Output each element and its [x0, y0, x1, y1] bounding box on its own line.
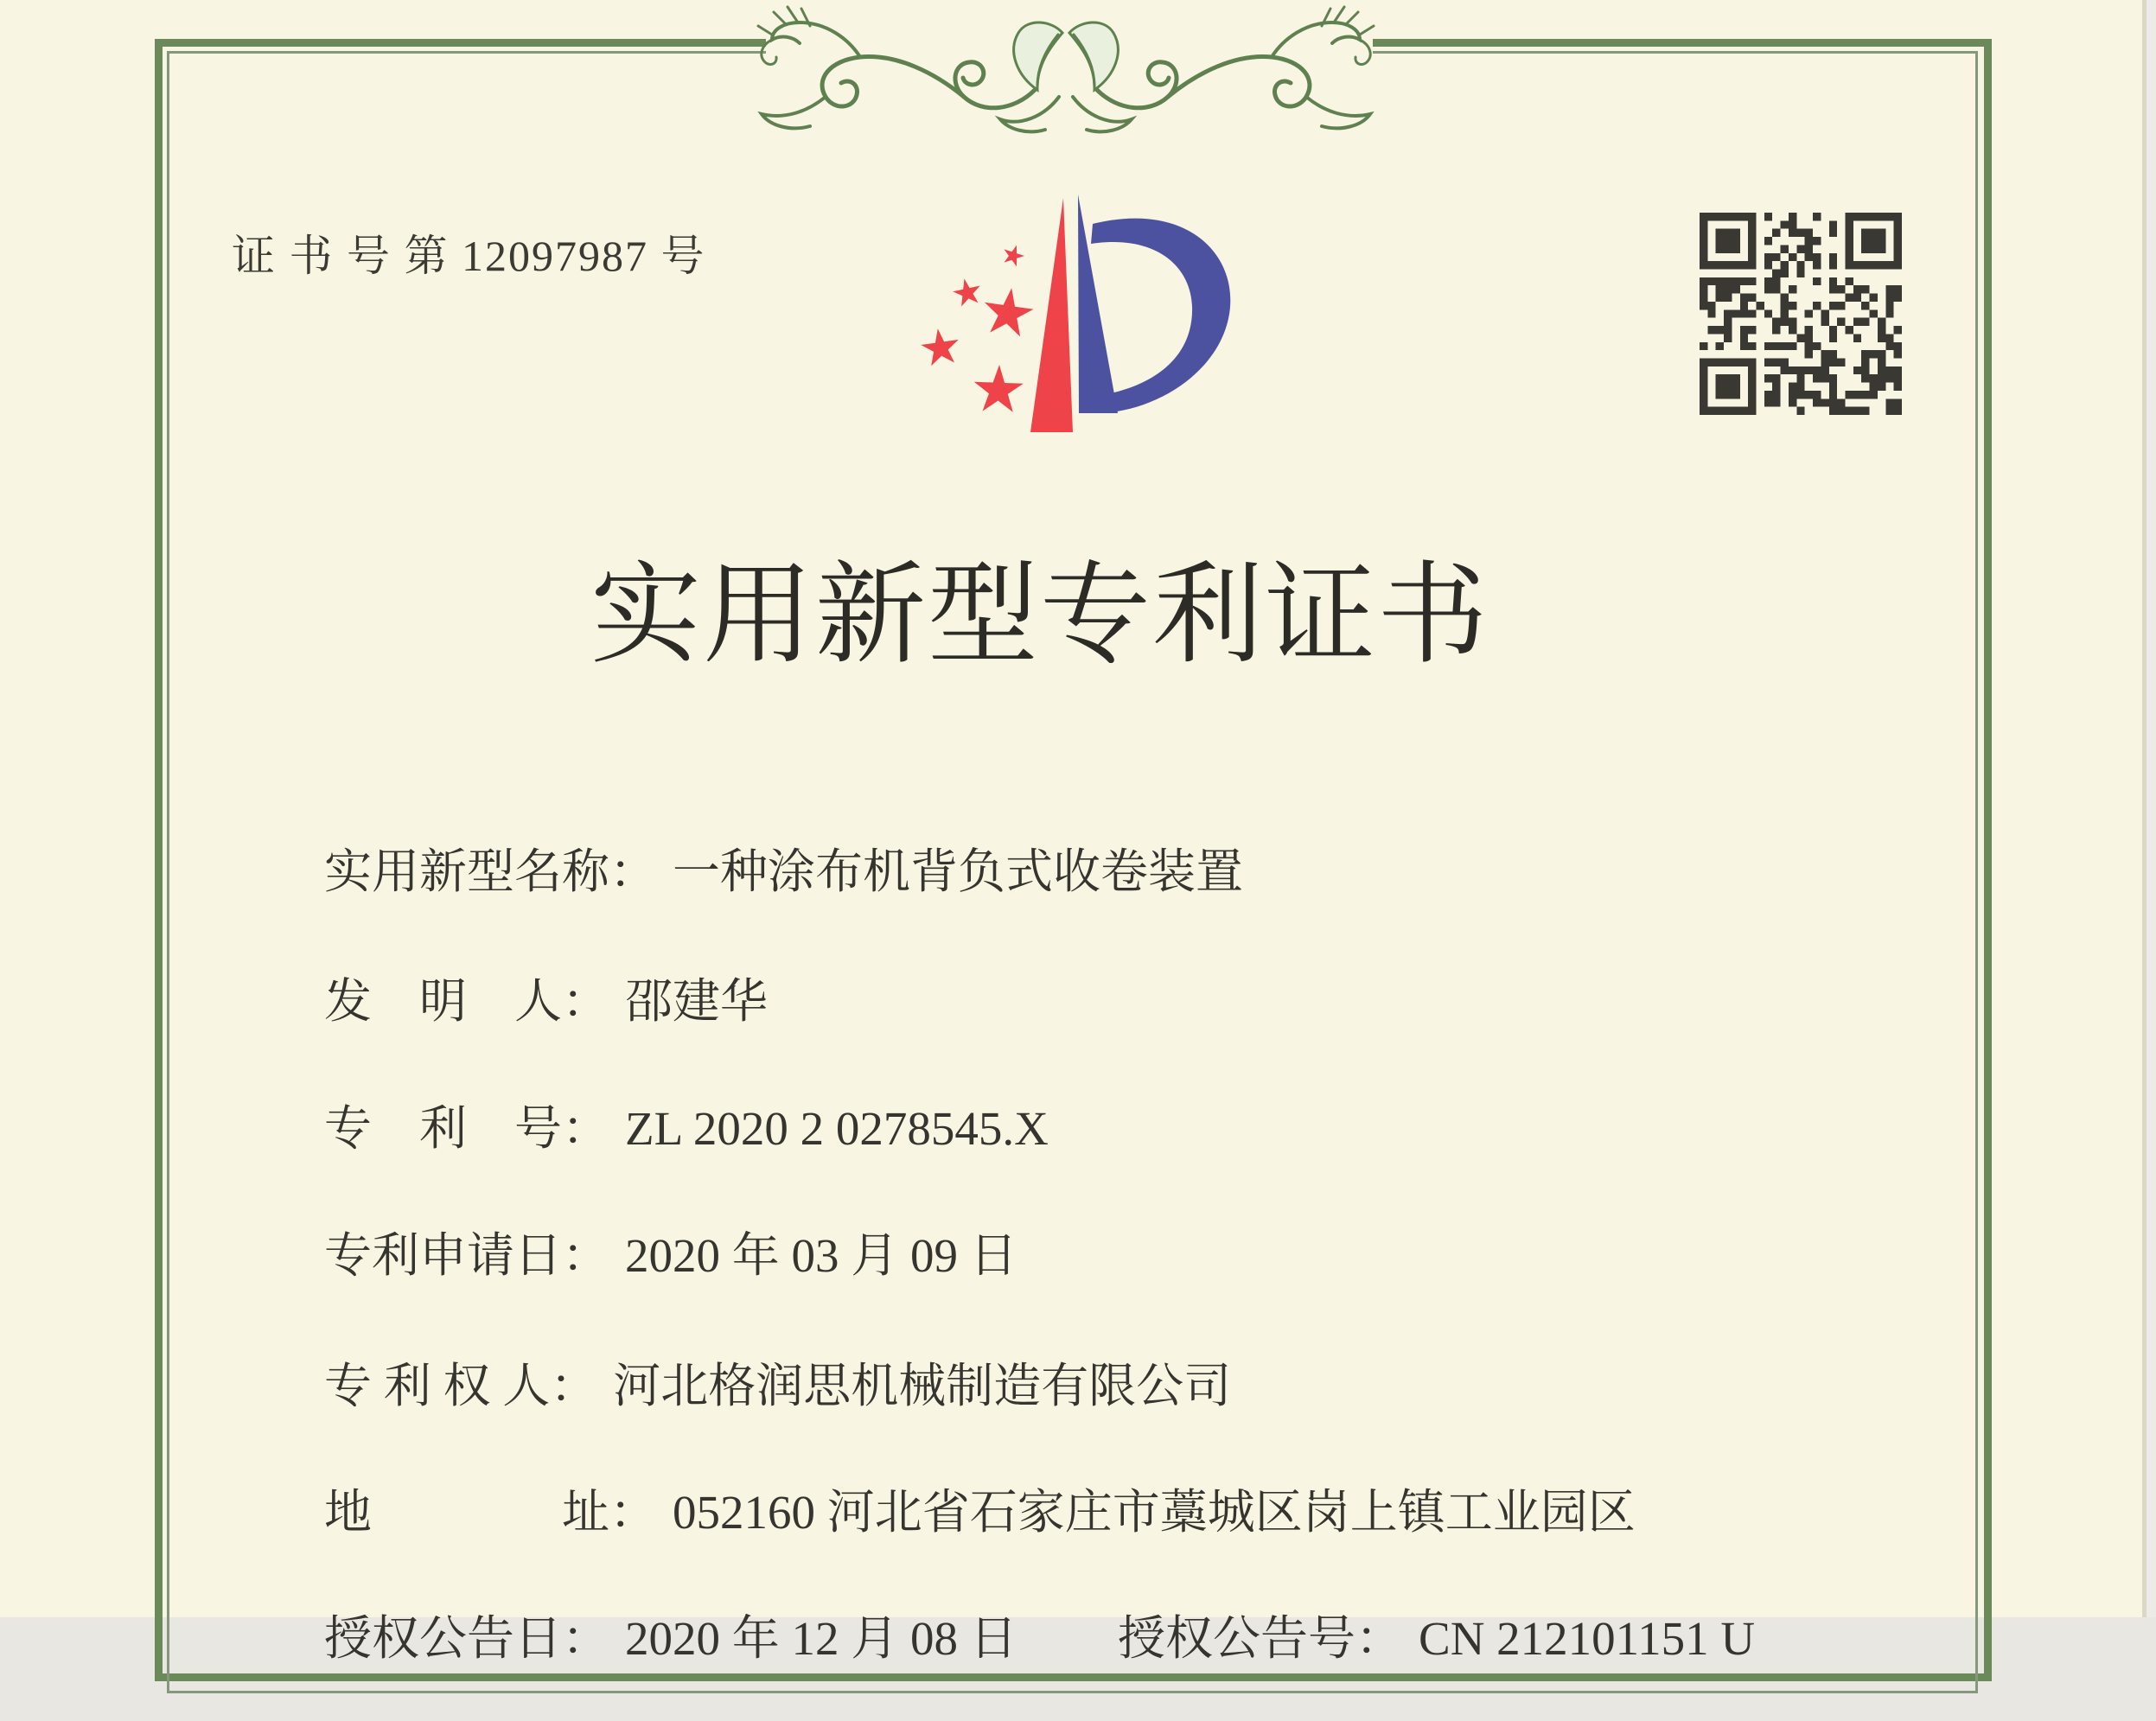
- field-value: 052160 河北省石家庄市藁城区岗上镇工业园区: [673, 1486, 1636, 1539]
- field-value: 2020 年 12 月 08 日: [625, 1612, 1017, 1666]
- qr-code: [1700, 213, 1902, 415]
- scanner-background: [2146, 0, 2156, 1617]
- field-label: 地 址：: [324, 1486, 658, 1539]
- field-label: 专利申请日：: [324, 1229, 610, 1283]
- field-value: CN 212101151 U: [1419, 1612, 1756, 1666]
- field-label: 授权公告号：: [1118, 1612, 1404, 1666]
- field-value: 2020 年 03 月 09 日: [625, 1229, 1017, 1283]
- dragon-scroll-ornament-icon: [761, 0, 1383, 147]
- field-row-grant-number: [1070, 1557, 1755, 1721]
- field-label: 专 利 号：: [324, 1102, 610, 1156]
- emblem-red-wedge-icon: [1030, 198, 1073, 432]
- field-label: 发 明 人：: [324, 975, 610, 1029]
- field-row-grant-date: [277, 1557, 1017, 1721]
- field-value: 一种涂布机背负式收卷装置: [673, 845, 1244, 899]
- certificate-number: 证 书 号 第 12097987 号: [232, 232, 706, 280]
- field-value: 河北格润思机械制造有限公司: [613, 1360, 1232, 1413]
- field-label: 专 利 权 人：: [324, 1360, 598, 1413]
- field-label: 授权公告日：: [324, 1612, 610, 1666]
- field-value: 邵建华: [625, 975, 769, 1029]
- field-label: 实用新型名称：: [324, 845, 658, 899]
- field-value: ZL 2020 2 0278545.X: [625, 1102, 1049, 1156]
- certificate-title: 实用新型专利证书: [590, 554, 1490, 677]
- cnipa-patent-emblem-icon: [899, 186, 1245, 445]
- emblem-stars-icon: [921, 245, 1033, 412]
